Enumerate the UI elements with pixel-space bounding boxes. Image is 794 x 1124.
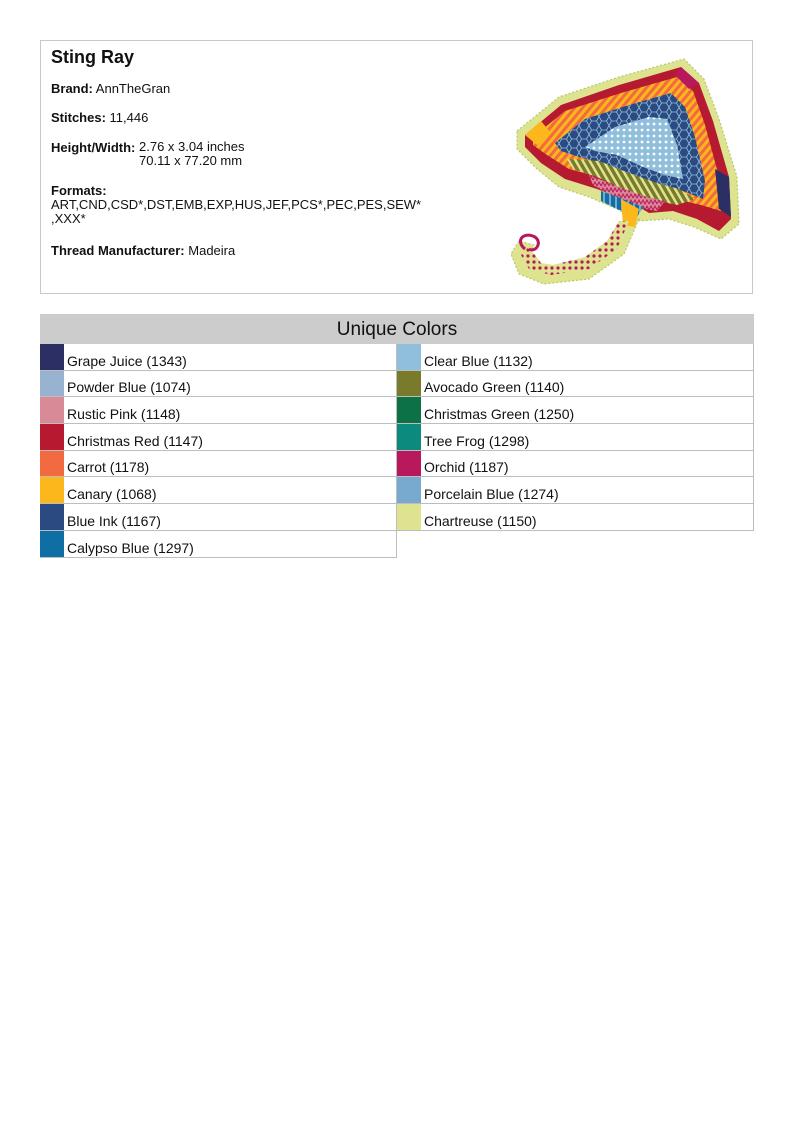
color-name: Avocado Green (1140) [424,379,565,396]
color-name: Carrot (1178) [67,459,150,476]
brand-value: AnnTheGran [95,81,171,96]
brand-row [51,81,170,96]
stitches-label: Stitches: [51,110,106,125]
color-name: Rustic Pink (1148) [67,406,181,423]
color-row [397,344,754,371]
color-name: Canary (1068) [67,486,157,503]
color-row [397,397,754,424]
color-row [397,477,754,504]
color-name: Tree Frog (1298) [424,432,530,449]
color-swatch [40,424,64,450]
design-info-card [40,40,753,294]
color-row [397,504,754,531]
color-swatch [40,504,64,530]
color-row [40,371,397,398]
color-row [397,371,754,398]
color-row [40,531,397,558]
color-name: Grape Juice (1343) [67,352,187,369]
brand-label: Brand: [51,81,93,96]
color-name: Blue Ink (1167) [67,512,161,529]
color-swatch [397,477,421,503]
color-swatch [40,397,64,423]
color-name: Chartreuse (1150) [424,512,537,529]
color-swatch [397,371,421,397]
color-row [40,424,397,451]
color-row [40,504,397,531]
color-name: Porcelain Blue (1274) [424,486,559,503]
thread-row [51,243,235,258]
formats-label: Formats: [51,183,107,198]
color-name: Clear Blue (1132) [424,352,533,369]
color-name: Christmas Green (1250) [424,406,575,423]
color-name: Powder Blue (1074) [67,379,191,396]
unique-colors-header: Unique Colors [40,314,754,344]
color-name: Orchid (1187) [424,459,509,476]
formats-row [51,184,421,226]
unique-colors-table [40,314,754,556]
color-swatch [397,424,421,450]
color-swatch [397,397,421,423]
design-title: Sting Ray [51,47,135,67]
color-swatch [40,477,64,503]
color-swatch [397,451,421,477]
color-swatch [40,451,64,477]
sting-ray-design-image [489,49,749,289]
color-swatch [397,344,421,370]
color-swatch [40,531,64,557]
height-width-label: Height/Width: [51,140,136,155]
stitches-value: 11,446 [109,110,149,125]
color-row [397,424,754,451]
color-swatch [40,371,64,397]
height-width-mm: 70.11 x 77.20 mm [139,153,243,168]
color-row [40,344,397,371]
color-row [40,477,397,504]
formats-line-1: ART,CND,CSD*,DST,EMB,EXP,HUS,JEF,PCS*,PEC,PES,SEW* [51,197,422,212]
color-swatch [40,344,64,370]
colors-right-column [397,344,754,531]
stitches-row [51,110,148,125]
height-width-row [51,140,245,168]
formats-line-2: ,XXX* [51,211,86,226]
colors-left-column [40,344,397,558]
color-row [40,451,397,478]
thread-label: Thread Manufacturer: [51,243,185,258]
color-name: Calypso Blue (1297) [67,539,194,556]
height-width-values [139,140,245,168]
color-name: Christmas Red (1147) [67,432,203,449]
color-row [397,451,754,478]
height-width-inches: 2.76 x 3.04 inches [139,139,245,154]
thread-value: Madeira [188,243,236,258]
color-row [40,397,397,424]
color-swatch [397,504,421,530]
